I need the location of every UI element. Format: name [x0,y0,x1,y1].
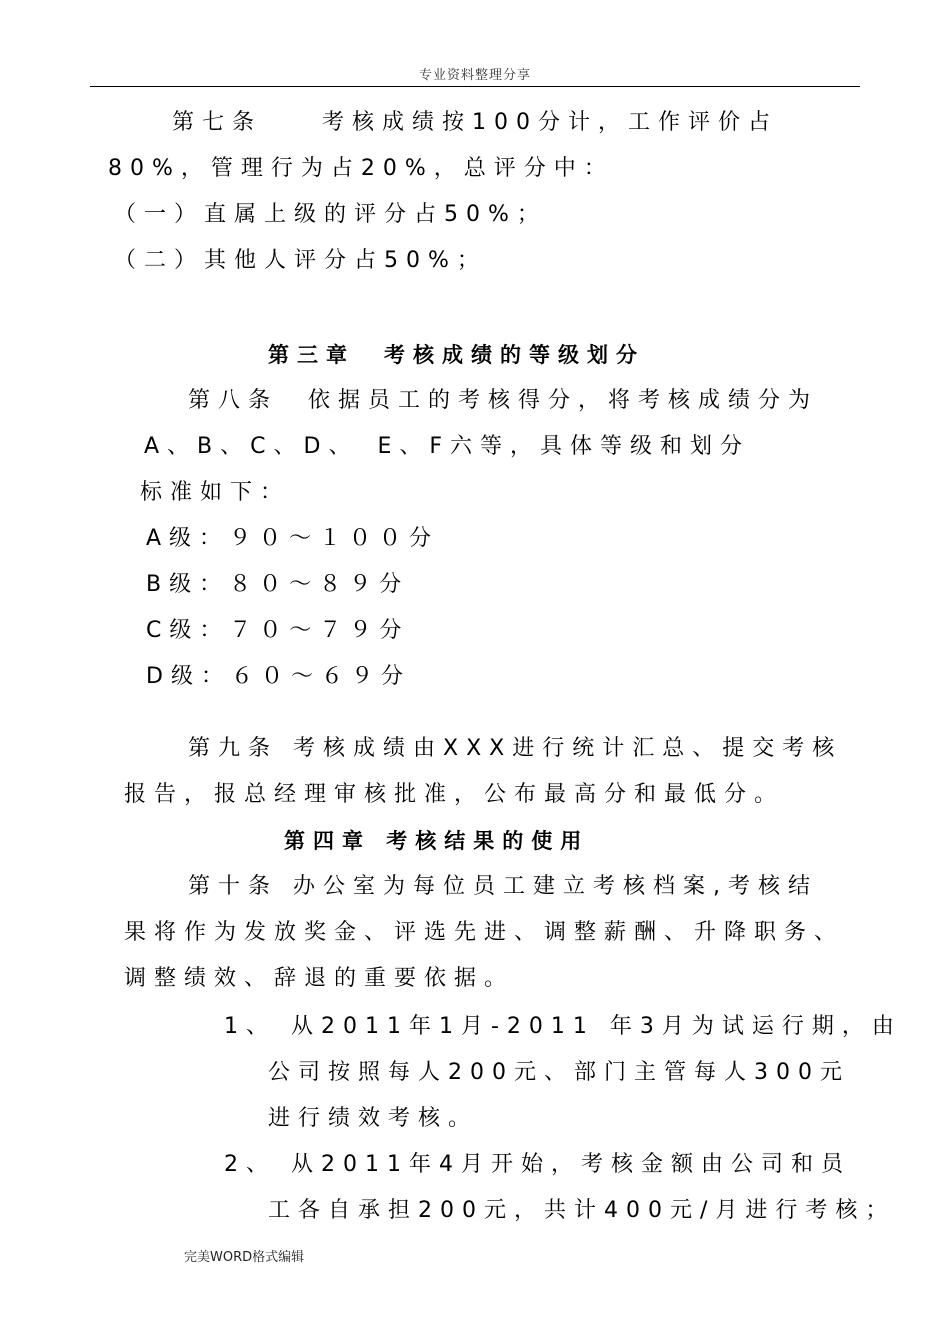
article9-line1: 第九条 考核成绩由XXX进行统计汇总、提交考核 [188,736,843,761]
article7-item2: （二）其他人评分占50%； [114,248,487,273]
article10-line2: 果将作为发放奖金、评选先进、调整薪酬、升降职务、 [124,920,845,945]
grade-a: A级：９０～１００分 [146,526,440,551]
chapter3-title: 第三章 考核成绩的等级划分 [268,343,645,367]
article7-line2: 80%，管理行为占20%，总评分中： [108,156,614,181]
list-item2-line1: 2、 从2011年4月开始，考核金额由公司和员 [224,1152,851,1177]
grade-c: C级：７０～７９分 [146,618,410,643]
page-header: 专业资料整理分享 [418,68,531,83]
list-item1-line2: 公司按照每人200元、部门主管每人300元 [268,1060,850,1085]
header-divider [90,86,860,87]
page-footer: 完美WORD格式编辑 [184,1250,305,1265]
list-item1-line1: 1、 从2011年1月-2011 年3月为试运行期，由 [224,1014,902,1039]
article9-line2: 报告，报总经理审核批准，公布最高分和最低分。 [124,782,785,807]
grade-b: B级：８０～８９分 [146,572,410,597]
article7-item1: （一）直属上级的评分占50%； [114,202,547,227]
grade-d: D级：６０～６９分 [146,664,411,689]
article8-line1: 第八条 依据员工的考核得分，将考核成绩分为 [188,388,819,413]
list-item2-line2: 工各自承担200元，共计400元/月进行考核； [268,1198,896,1223]
chapter4-title: 第四章 考核结果的使用 [284,829,590,853]
list-item1-line3: 进行绩效考核。 [268,1106,479,1131]
article10-line1: 第十条 办公室为每位员工建立考核档案,考核结 [188,874,818,899]
article10-line3: 调整绩效、辞退的重要依据。 [124,966,515,991]
article8-line2: A、B、C、D、 E、F六等，具体等级和划分 [144,434,751,459]
article8-line3: 标准如下： [140,480,291,505]
article7-line1: 第七条 考核成绩按100分计，工作评价占 [172,110,778,135]
